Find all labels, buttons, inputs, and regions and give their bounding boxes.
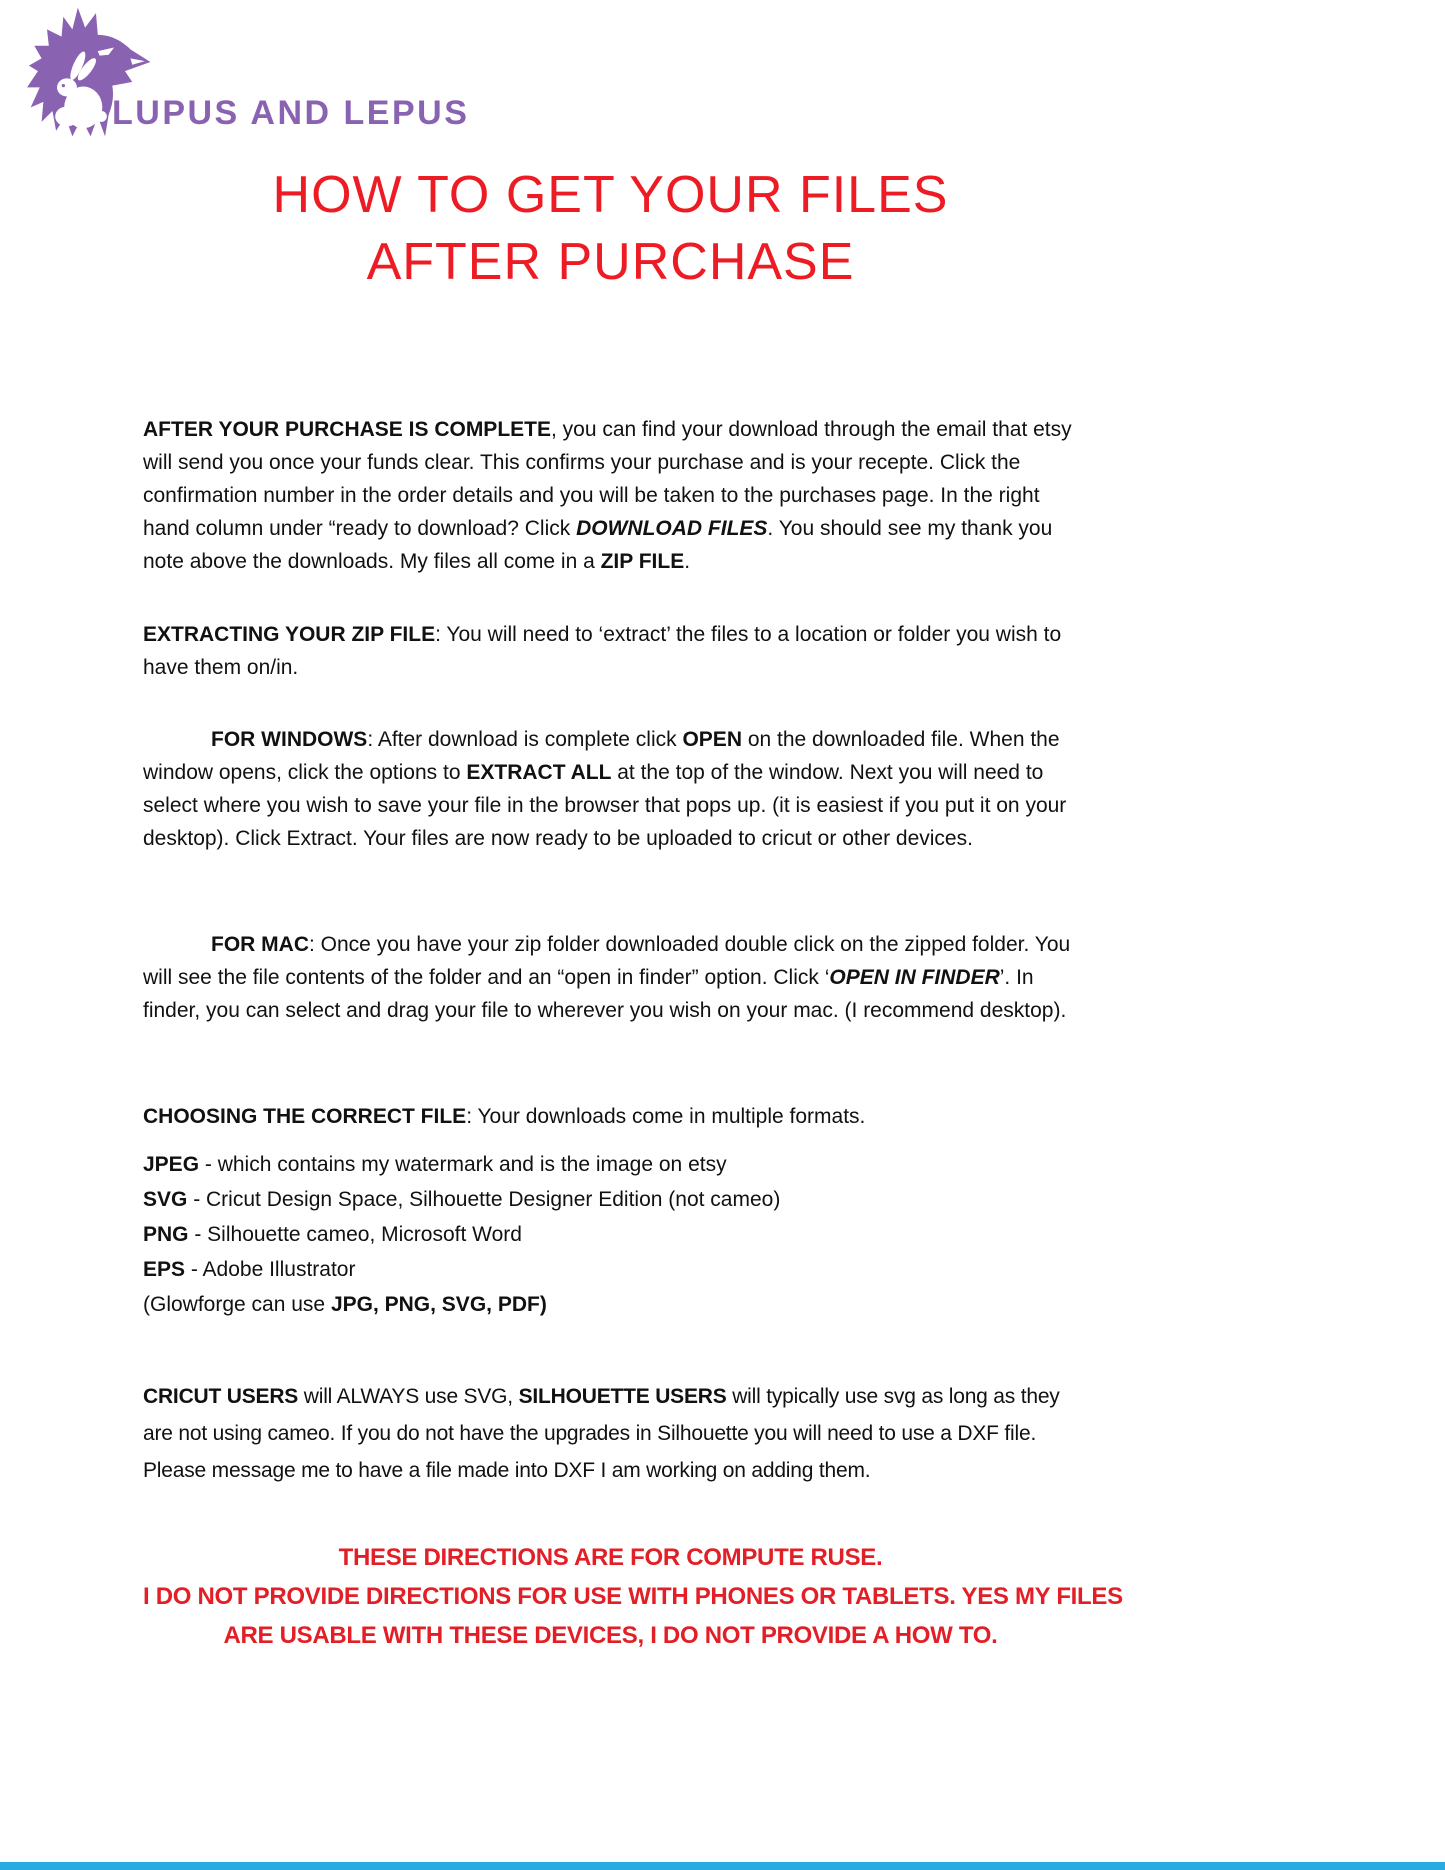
bottom-edge-bar bbox=[0, 1862, 1445, 1870]
format-item-eps: EPS - Adobe Illustrator bbox=[143, 1258, 356, 1281]
format-item-svg: SVG - Cricut Design Space, Silhouette Designer Edition (not cameo) bbox=[143, 1188, 781, 1211]
notice-line-2: I DO NOT PROVIDE DIRECTIONS FOR USE WITH PHONES OR TABLETS. YES MY FILES bbox=[143, 1583, 1123, 1610]
paragraph-choosing-file: CHOOSING THE CORRECT FILE: Your downloads come in multiple formats. bbox=[143, 1105, 866, 1128]
paragraph-for-mac: FOR MAC: Once you have your zip folder downloaded double click on the zipped folder. You will see the file contents of the folder and an “open in finder” option. Click ‘OPEN IN FINDER’. In finder, you can select and drag your file to wherever you wish on your mac. (I recommend desktop). bbox=[143, 933, 1071, 1022]
format-item-glowforge: (Glowforge can use JPG, PNG, SVG, PDF) bbox=[143, 1293, 547, 1316]
paragraph-extracting-zip: EXTRACTING YOUR ZIP FILE: You will need to ‘extract’ the files to a location or folder you wish to have them on/in. bbox=[143, 623, 1062, 679]
notice-line-1: THESE DIRECTIONS ARE FOR COMPUTE RUSE. bbox=[338, 1544, 883, 1571]
brand-text: LUPUS AND LEPUS bbox=[112, 94, 470, 132]
page-title-line-1: HOW TO GET YOUR FILES bbox=[272, 166, 949, 224]
paragraph-cricut-users: CRICUT USERS will ALWAYS use SVG, SILHOUETTE USERS will typically use svg as long as they are not using cameo. If you do not have the upgrades in Silhouette you will need to use a DXF file. Please message me to have a file made into DXF I am working on adding them. bbox=[143, 1385, 1060, 1482]
paragraph-for-windows: FOR WINDOWS: After download is complete click OPEN on the downloaded file. When the window opens, click the options to EXTRACT ALL at the top of the window. Next you will need to select where you wish to save your file in the browser that pops up. (it is easiest if you put it on your desktop). Click Extract. Your files are now ready to be uploaded to cricut or other devices. bbox=[143, 728, 1067, 850]
paragraph-after-purchase: AFTER YOUR PURCHASE IS COMPLETE, you can find your download through the email that etsy will send you once your funds clear. This confirms your purchase and is your recepte. Click the confirmation number in the order details and you will be taken to the purchases page. In the right hand column under “ready to download? Click DOWNLOAD FILES. You should see my thank you note above the downloads. My files all come in a ZIP FILE. bbox=[143, 418, 1072, 573]
notice-block bbox=[143, 1538, 1123, 1655]
page-title bbox=[143, 162, 1078, 296]
notice-line-3: ARE USABLE WITH THESE DEVICES, I DO NOT PROVIDE A HOW TO. bbox=[223, 1622, 998, 1649]
format-item-png: PNG - Silhouette cameo, Microsoft Word bbox=[143, 1223, 522, 1246]
format-list bbox=[143, 1147, 1078, 1322]
page-title-line-2: AFTER PURCHASE bbox=[366, 233, 855, 291]
logo bbox=[16, 2, 496, 146]
format-item-jpeg: JPEG - which contains my watermark and is the image on etsy bbox=[143, 1153, 727, 1176]
